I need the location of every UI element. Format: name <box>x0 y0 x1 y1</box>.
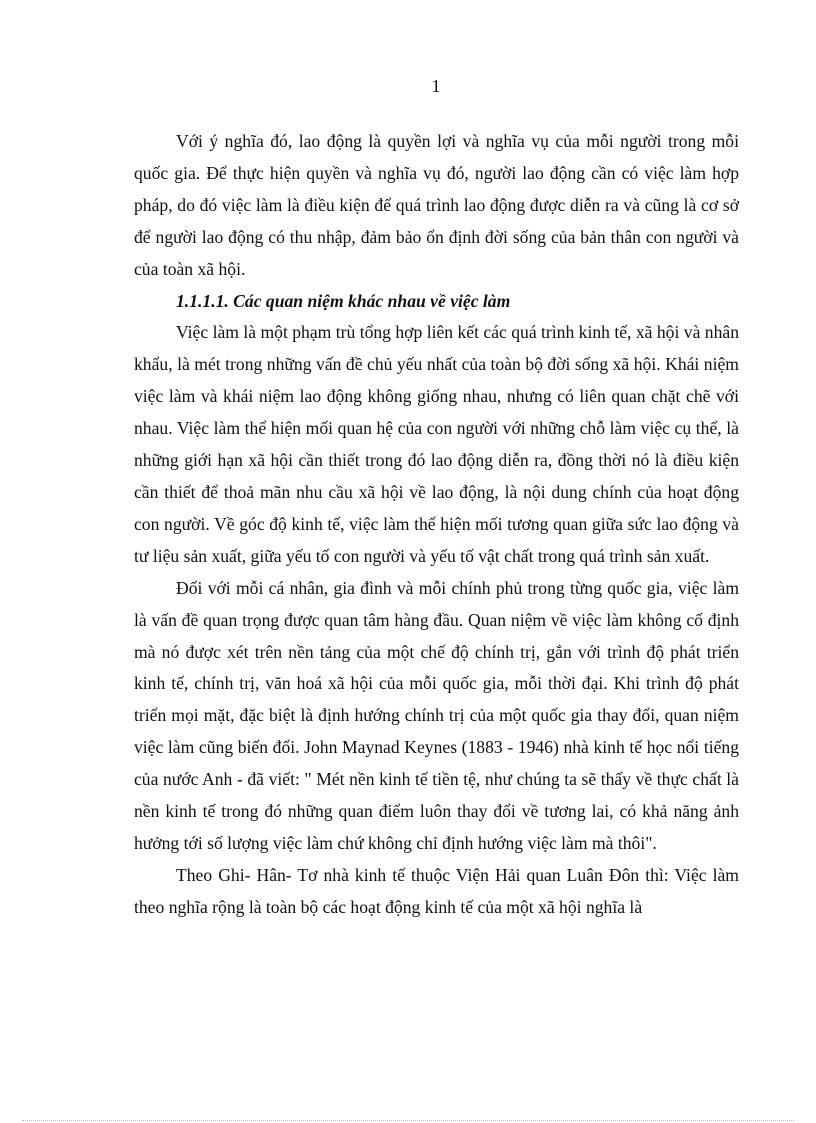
page-number: 1 <box>431 76 441 96</box>
paragraph-3: Đối với mỗi cá nhân, gia đình và mỗi chính phủ trong từng quốc gia, việc làm là vấn đề quan trọng được quan tâm hàng đầu. Quan niệm về việc làm không cố định mà nó được xét trên nền tảng của một chế độ chính trị, gắn với trình độ phát triển kinh tế, chính trị, văn hoá xã hội của mỗi quốc gia, mỗi thời đại. Khi trình độ phát triển mọi mặt, đặc biệt là định hướng chính trị của một quốc gia thay đổi, quan niệm việc làm cũng biến đổi. John Maynad Keynes (1883 - 1946) nhà kinh tế học nổi tiếng của nước Anh - đã viết: " Mét nền kinh tế tiền tệ, như chúng ta sẽ thấy về thực chất là nền kinh tế trong đó những quan điểm luôn thay đổi về tương lai, có khả năng ảnh hưởng tới số lượng việc làm chứ không chỉ định hướng việc làm mà thôi". <box>134 577 739 853</box>
page-bottom-divider <box>22 1120 794 1121</box>
document-body <box>134 126 739 924</box>
paragraph-1: Với ý nghĩa đó, lao động là quyền lợi và nghĩa vụ của mỗi người trong mỗi quốc gia. Để thực hiện quyền và nghĩa vụ đó, người lao động cần có việc làm hợp pháp, do đó việc làm là điều kiện để quá trình lao động được diễn ra và cũng là cơ sở để người lao động có thu nhập, đảm bảo ổn định đời sống của bản thân con người và của toàn xã hội. <box>134 131 739 279</box>
paragraph-4: Theo Ghi- Hân- Tơ nhà kinh tế thuộc Viện Hải quan Luân Đôn thì: Việc làm theo nghĩa rộng là toàn bộ các hoạt động kinh tế của một xã hội nghĩa là <box>134 864 739 917</box>
section-heading: 1.1.1.1. Các quan niệm khác nhau về việc làm <box>176 290 511 311</box>
paragraph-2: Việc làm là một phạm trù tổng hợp liên kết các quá trình kinh tế, xã hội và nhân khẩu, là mét trong những vấn đề chủ yếu nhất của toàn bộ đời sống xã hội. Khái niệm việc làm và khái niệm lao động không giống nhau, nhưng có liên quan chặt chẽ với nhau. Việc làm thể hiện mối quan hệ của con người với những chỗ làm việc cụ thể, là những giới hạn xã hội cần thiết trong đó lao động diễn ra, đồng thời nó là điều kiện cần thiết để thoả mãn nhu cầu xã hội về lao động, là nội dung chính của hoạt động con người. Về góc độ kinh tế, việc làm thể hiện mối tương quan giữa sức lao động và tư liệu sản xuất, giữa yếu tố con người và yếu tố vật chất trong quá trình sản xuất. <box>134 322 739 566</box>
